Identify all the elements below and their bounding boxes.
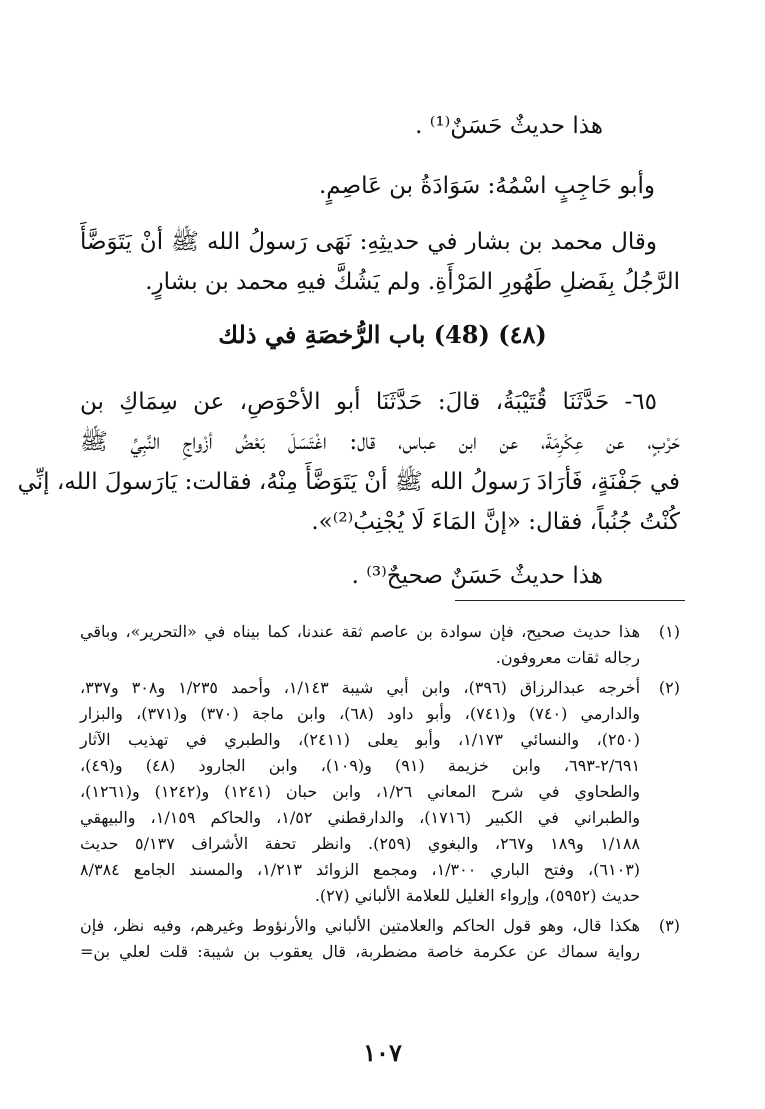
hadith-65-line-3: في جَفْنَةٍ، فَأرَادَ رَسولُ الله ﷺ أنْ يَتَوَضَّأَ مِنْهُ، فقالت: يَارَسولَ الله، إنِّي: [17, 469, 680, 495]
footnote-2-cont-9: [80, 884, 680, 907]
footnote-3-line-2: رواية سماك عن عكرمة خاصة مضطربة، قال يعقوب بن شيبة: قلت لعلي بن=: [80, 942, 640, 961]
footnote-3-number: (٣): [658, 916, 680, 935]
footnote-1: [80, 620, 680, 643]
footnote-2-line-2: والدارمي (٧٤٠) و(٧٤١)، وأبو داود (٦٨)، وابن ماجة (٣٧٠) و(٣٧١)، والبزار: [80, 704, 641, 723]
footnote-2-cont-7: [80, 832, 680, 855]
footnote-2-line-9: حديث (٥٩٥٢)، وإرواء الغليل للعلامة الألباني (٢٧).: [314, 886, 640, 905]
footnote-2-line-3: (٢٥٠)، والنسائي ١/١٧٣، وأبو يعلى (٢٤١١)، والطبري في تهذيب الآثار: [80, 730, 641, 749]
narration-variant-line-1: وقال محمد بن بشار في حديثِهِ: نَهَى رَسولُ الله ﷺ أنْ يَتَوَضَّأَ: [80, 229, 657, 255]
footnote-2-cont-8: [80, 858, 680, 881]
footnote-separator: [455, 600, 685, 601]
footnote-2-line-4: ٢/٦٩١-٦٩٣، وابن خزيمة (٩١) و(١٠٩)، وابن الجارود (٤٨) و(٤٩)،: [80, 756, 641, 775]
footnote-3-cont: [80, 940, 680, 963]
footnote-2-line-8: (٦١٠٣)، وفتح الباري ١/٣٠٠، ومجمع الزوائد ١/٢١٣، والمسند الجامع ٨/٣٨٤: [80, 860, 641, 879]
footnote-2-cont-6: [80, 806, 680, 829]
hadith-65-line-4: كُنْتُ جُنُباً، فقال: «إنَّ المَاءَ لَا يُجْنِبُ⁽²⁾».: [311, 509, 680, 535]
footnote-1-line-2: رجاله ثقات معروفون.: [495, 648, 640, 667]
footnote-2-line-6: والطبراني في الكبير (١٧١٦)، والدارقطني ١/٥٢، والحاكم ١/١٥٩، والبيهقي: [80, 808, 641, 827]
footnote-1-line-1: هذا حديث صحيح، فإن سوادة بن عاصم ثقة عندنا، كما بيناه في «التحرير»، وباقي: [80, 622, 640, 641]
page-number: ١٠٧: [363, 1038, 402, 1067]
footnote-1-number: (١): [658, 622, 680, 641]
footnote-3-line-1: هكذا قال، وهو قول الحاكم والعلامتين الألباني والأرنؤوط وغيرهم، وفيه نظر، فإن: [80, 916, 640, 935]
footnote-2-cont-3: [80, 728, 680, 751]
footnote-3: [80, 914, 680, 937]
hadith-65-line-1: ٦٥- حَدَّثَنَا قُتَيْبَةُ، قالَ: حَدَّثَنَا أبو الأحْوَصِ، عن سِمَاكِ بن: [80, 389, 657, 415]
chapter-heading: (٤٨) (48) باب الرُّخصَةِ في ذلك: [218, 320, 547, 349]
hadith-grade-text: هذا حديثٌ حَسَنٌ⁽¹⁾ .: [415, 113, 603, 139]
footnote-1-cont: [80, 646, 680, 669]
footnote-2-line-7: ١/١٨٨ و١٨٩ و٢٦٧، والبغوي (٢٥٩). وانظر تحفة الأشراف ٥/١٣٧ حديث: [80, 834, 641, 853]
footnote-2-cont-2: [80, 702, 680, 725]
footnote-2-cont-5: [80, 780, 680, 803]
footnote-2-line-1: أخرجه عبدالرزاق (٣٩٦)، وابن أبي شيبة ١/١٤٣، وأحمد ١/٢٣٥ و٣٠٨ و٣٣٧،: [80, 678, 641, 697]
hadith-65-line-2: حَرْبٍ، عن عِكْرِمَةَ، عن ابن عباس، قال: اغْتَسَلَ بَعْضُ أزْواجِ النَّبِيِّ ﷺ: [80, 429, 680, 455]
narration-variant-line-2: الرَّجُلُ بِفَضلِ طَهُورِ المَرْأَةِ. ولم يَشُكَّ فيهِ محمد بن بشارٍ.: [145, 269, 680, 295]
narrator-note-text: وأبو حَاجِبٍ اسْمُهُ: سَوَادَةُ بن عَاصِمٍ.: [318, 173, 655, 199]
footnote-2-number: (٢): [658, 678, 680, 697]
footnote-2: [80, 676, 680, 699]
footnote-2-cont-4: [80, 754, 680, 777]
hadith-grade-text-2: هذا حديثٌ حَسَنٌ صحيحٌ⁽³⁾ .: [351, 563, 603, 589]
footnote-2-line-5: والطحاوي في شرح المعاني ١/٢٦، وابن حبان (١٢٤١) و(١٢٤٢) و(١٢٦١)،: [80, 782, 641, 801]
